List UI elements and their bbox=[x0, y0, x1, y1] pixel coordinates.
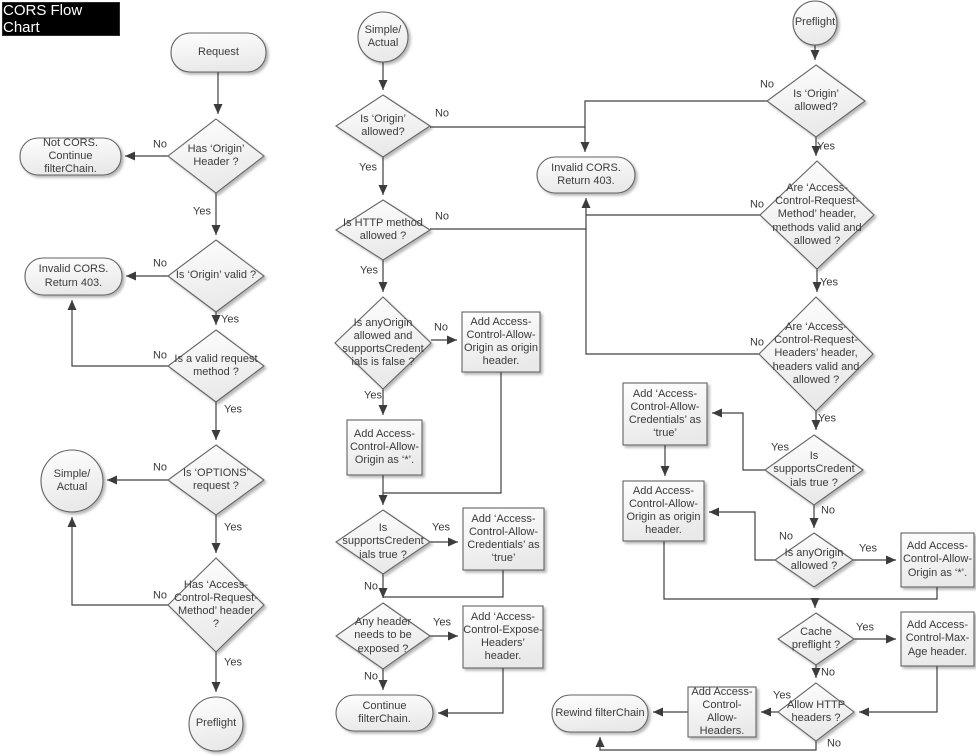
diamond-any-header-exposed bbox=[336, 603, 430, 669]
diamond-anyorigin-supports-false bbox=[335, 297, 431, 389]
label-any-header-exposed: Any header needs to be exposed ? bbox=[354, 616, 412, 655]
label-add-max-age: Add Access- Control-Max- Age header. bbox=[905, 619, 970, 658]
edge-label-yes: Yes bbox=[364, 389, 382, 402]
diamond-options-request bbox=[168, 445, 264, 515]
label-allow-http-headers: Allow HTTP headers ? bbox=[786, 698, 846, 724]
diamond-origin-allowed-3 bbox=[767, 65, 865, 137]
circle-preflight-1 bbox=[189, 697, 243, 751]
edge-label-yes: Yes bbox=[771, 441, 789, 454]
label-origin-valid: Is ‘Origin’ valid ? bbox=[175, 269, 257, 282]
edge-origin3-no-invalid bbox=[585, 101, 767, 152]
edge-validmethod-no bbox=[72, 300, 168, 366]
edge-label-no: No bbox=[434, 210, 450, 223]
label-has-acr-method: Has ‘Access- Control-Request- Method’ header ? bbox=[174, 578, 258, 631]
edge-label-no: No bbox=[152, 349, 168, 362]
edge-label-no: No bbox=[433, 321, 449, 334]
diamond-supports-cred-2 bbox=[336, 510, 430, 574]
terminator-rewind-filterchain bbox=[552, 695, 648, 732]
edge-label-yes: Yes bbox=[432, 521, 450, 534]
label-preflight-3: Preflight bbox=[794, 16, 836, 29]
diamond-origin-allowed-2 bbox=[336, 95, 430, 157]
edge-label-yes: Yes bbox=[818, 412, 836, 425]
edge-label-yes: Yes bbox=[221, 313, 239, 326]
diamond-origin-valid bbox=[168, 240, 264, 312]
diamond-acr-headers-valid bbox=[759, 297, 873, 411]
circle-preflight-3 bbox=[793, 1, 837, 45]
edge-label-no: No bbox=[152, 461, 168, 474]
diamond-cache-preflight bbox=[778, 613, 854, 665]
edge-label-yes: Yes bbox=[224, 521, 242, 534]
diamond-supports-cred-3 bbox=[765, 435, 863, 505]
label-add-allow-headers: Add Access- Control- Allow- Headers. bbox=[691, 685, 753, 738]
label-add-expose-headers: Add ‘Access- Control-Expose- Headers’ header. bbox=[463, 610, 543, 663]
label-add-origin-header-2: Add Access- Control-Allow- Origin as origin header. bbox=[464, 315, 538, 368]
edge-anyorigin3-no bbox=[709, 512, 775, 560]
terminator-request bbox=[171, 33, 266, 72]
edge-label-no: No bbox=[363, 580, 379, 593]
diamond-anyorigin-allowed-3 bbox=[775, 530, 853, 587]
edge-label-yes: Yes bbox=[773, 689, 791, 702]
edge-label-yes: Yes bbox=[360, 264, 378, 277]
edge-addcred2-join bbox=[383, 570, 503, 597]
edge-label-no: No bbox=[152, 257, 168, 270]
label-supports-cred-2: Is supportsCredent ials true ? bbox=[342, 522, 424, 561]
edge-label-yes: Yes bbox=[224, 403, 242, 416]
label-invalid-cors-2: Invalid CORS. Return 403. bbox=[551, 161, 621, 187]
edge-hasacrm-no bbox=[72, 517, 168, 605]
label-supports-cred-3: Is supportsCredent ials true ? bbox=[773, 450, 855, 489]
diamond-acr-method-valid bbox=[760, 161, 874, 269]
circle-simple-actual-1 bbox=[41, 450, 103, 512]
edge-maxage-allowhttp bbox=[859, 666, 937, 712]
label-simple-actual-1: Simple/ Actual bbox=[53, 467, 91, 493]
terminator-not-cors bbox=[20, 138, 121, 175]
label-simple-actual-2: Simple/ Actual bbox=[364, 23, 402, 49]
label-options-request: Is ‘OPTIONS’ request ? bbox=[182, 466, 249, 492]
edge-label-yes: Yes bbox=[224, 656, 242, 669]
label-rewind-filterchain: Rewind filterChain bbox=[555, 706, 645, 719]
edge-label-yes: Yes bbox=[433, 616, 451, 629]
shapes bbox=[20, 1, 974, 751]
label-origin-allowed-2: Is ‘Origin’ allowed? bbox=[360, 112, 406, 138]
process-add-expose-headers bbox=[463, 606, 543, 668]
edge-acrh3-no-invalid bbox=[586, 198, 759, 354]
diamond-allow-http-headers bbox=[778, 683, 854, 741]
label-add-origin-header-3: Add Access- Control-Allow- Origin as origin header. bbox=[626, 484, 701, 537]
process-add-credentials-3 bbox=[623, 383, 707, 445]
edge-label-no: No bbox=[434, 107, 450, 120]
label-add-credentials-2: Add ‘Access- Control-Allow- Credentials’ as ‘true’ bbox=[467, 512, 540, 565]
circle-simple-actual-2 bbox=[358, 12, 408, 62]
label-request: Request bbox=[198, 45, 239, 58]
edge-label-no: No bbox=[826, 737, 842, 750]
label-add-credentials-3: Add ‘Access- Control-Allow- Credentials’ as ‘true’ bbox=[628, 387, 702, 440]
edge-label-no: No bbox=[152, 138, 168, 151]
terminator-continue-filterchain bbox=[336, 695, 433, 731]
chart-title: CORS Flow Chart bbox=[2, 2, 120, 36]
edge-label-no: No bbox=[749, 198, 765, 211]
diamond-has-acr-method bbox=[168, 558, 264, 652]
label-acr-method-valid: Are ‘Access- Control-Request- Method’ header, methods valid and allowed ? bbox=[772, 182, 862, 247]
process-add-star-3 bbox=[901, 533, 974, 587]
edge-label-no: No bbox=[363, 670, 379, 683]
label-anyorigin-supports-false: Is anyOrigin allowed and supportsCredent ials is false ? bbox=[342, 316, 424, 369]
diamond-http-method-allowed bbox=[336, 200, 430, 260]
label-add-star-2: Add Access- Control-Allow- Origin as ‘*’. bbox=[349, 427, 420, 467]
process-add-allow-headers bbox=[688, 687, 756, 737]
label-add-star-3: Add Access- Control-Allow- Origin as ‘*’. bbox=[902, 540, 973, 579]
edge-label-yes: Yes bbox=[817, 140, 835, 153]
label-origin-allowed-3: Is ‘Origin’ allowed? bbox=[793, 87, 839, 113]
edge-label-yes: Yes bbox=[359, 161, 377, 174]
process-add-max-age bbox=[901, 612, 974, 666]
label-acr-headers-valid: Are ‘Access- Control-Request- Headers’ header, headers valid and allowed ? bbox=[772, 321, 860, 386]
label-not-cors: Not CORS. Continue filterChain. bbox=[42, 136, 98, 176]
label-cache-preflight: Cache preflight ? bbox=[791, 625, 841, 651]
process-add-star-2 bbox=[347, 420, 422, 475]
edge-label-no: No bbox=[820, 666, 836, 679]
edge-label-no: No bbox=[749, 336, 765, 349]
label-valid-method: Is a valid request method ? bbox=[174, 352, 258, 378]
terminator-invalid-cors-1 bbox=[25, 258, 122, 295]
diamond-valid-method bbox=[168, 330, 264, 402]
edge-label-yes: Yes bbox=[859, 542, 877, 555]
diamond-has-origin-header bbox=[168, 119, 264, 193]
edge-label-no: No bbox=[759, 78, 775, 91]
label-has-origin-header: Has ‘Origin’ Header ? bbox=[187, 142, 245, 168]
edge-label-no: No bbox=[152, 589, 168, 602]
label-preflight-1: Preflight bbox=[195, 717, 237, 730]
edge-label-yes: Yes bbox=[820, 276, 838, 289]
edge-label-no: No bbox=[778, 530, 794, 543]
label-invalid-cors-1: Invalid CORS. Return 403. bbox=[38, 263, 109, 289]
process-add-origin-header-3 bbox=[623, 481, 704, 541]
label-http-method-allowed: Is HTTP method allowed ? bbox=[343, 216, 423, 242]
edge-label-yes: Yes bbox=[193, 205, 211, 218]
edge-addstar3-join bbox=[815, 587, 937, 599]
label-anyorigin-allowed-3: Is anyOrigin allowed ? bbox=[784, 546, 844, 572]
process-add-origin-header-2 bbox=[462, 312, 540, 372]
edge-supportscred3-yes bbox=[712, 413, 765, 470]
process-add-credentials-2 bbox=[463, 508, 544, 570]
edge-addexpose2-continue bbox=[438, 668, 503, 713]
edge-label-yes: Yes bbox=[856, 621, 874, 634]
label-continue-filterchain: Continue filterChain. bbox=[358, 699, 411, 725]
edge-label-no: No bbox=[820, 504, 836, 517]
edge-allowhttp-no-rewind bbox=[600, 737, 816, 750]
terminator-invalid-cors-2 bbox=[537, 157, 635, 193]
